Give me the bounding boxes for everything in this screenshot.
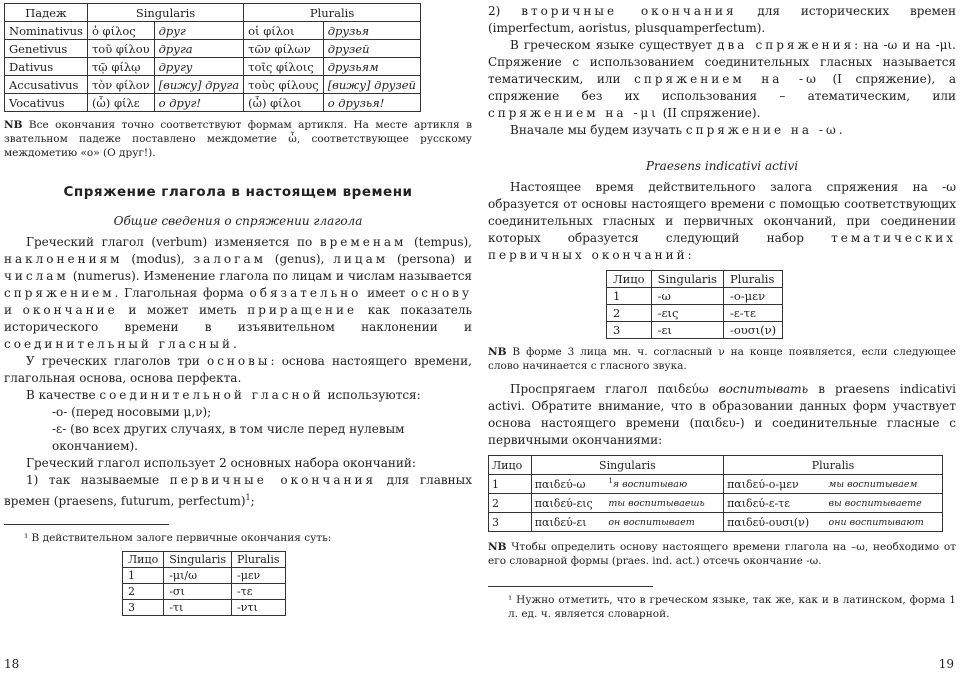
table-cell: 3 [123,600,164,616]
nb-note [4,118,472,160]
table-cell: 1 [489,475,532,494]
table-row [123,584,286,600]
table-header-row [5,4,421,22]
table-cell [605,475,723,494]
table-cell: 2 [607,305,652,322]
nb-text: Чтобы определить основу настоящего времени глагола на –ω, необходимо от его словарной формы (praes. ind. act.) отсечь окончание -ω. [488,541,956,567]
table-cell: -ουσι(ν) [723,322,782,339]
table-cell: -τι [164,600,232,616]
spaced-term: обязательно [249,286,362,300]
table-row [123,568,286,584]
paideuo-translation: воспитывать [708,382,809,396]
table-header-cell: Лицо [489,456,532,475]
spaced-term: временам [319,235,407,249]
text-segment: (modus), [122,252,194,266]
text-segment: для главных времен (praesens, futurum, perfectum) [4,473,472,508]
table-header-cell: Лицо [607,271,652,288]
table-cell: Nominativus [5,22,88,40]
table-cell: (ὦ) φίλε [87,94,154,112]
primary-endings-text [4,473,472,508]
table-header-cell: Pluralis [244,4,421,22]
table-cell: (ὦ) φίλοι [244,94,324,112]
table-cell: ὁ φίλος [87,22,154,40]
paragraph-endings: Греческий глагол использует 2 основных набора окончаний: [26,456,416,470]
table-header-row [489,456,943,475]
table-header-cell: Singularis [651,271,723,288]
nb-label: NB [488,541,507,553]
table-header-cell: Pluralis [724,456,943,475]
table-cell: 3 [489,513,532,532]
table-row [5,40,421,58]
paideuo-conjugation-table [488,455,943,532]
text-segment: Вначале мы будем изучать [510,123,686,137]
spaced-term: числам [4,269,69,283]
section-heading: Спряжение глагола в настоящем времени [63,184,413,200]
table-cell: они воспитывают [825,513,942,532]
text-segment: (I спряжение), а спряжение без их использования – атематическим, или [488,72,956,103]
table-row [489,494,943,513]
paragraph-paideuo [488,381,956,449]
table-row [5,94,421,112]
spaced-term: лицам [333,252,389,266]
primary-endings-end: ; [250,494,255,508]
paragraph-primary-endings [4,472,472,510]
text-segment: 1) так называемые [26,473,170,487]
right-page [480,0,960,673]
text-segment: В качестве [26,388,100,402]
table-header-cell: Падеж [5,4,88,22]
spaced-term: соединительный гласный [4,337,234,351]
translation: он воспитывает [608,517,695,529]
table-row [607,322,783,339]
text-segment: . Глагольная форма [114,286,250,300]
table-cell: -ντι [231,600,285,616]
table-cell [605,494,723,513]
table-header-row [607,271,783,288]
text-segment: (tempus), [406,235,472,249]
nb-text: В форме 3 лица мн. ч. согласный ν на конце появляется, если следующее слово начинается с гласного звука. [488,346,956,372]
thematic-endings-table [606,270,783,339]
text-segment: : [687,248,692,262]
list-item: -ο- (перед носовыми μ,ν); [52,405,212,419]
table-cell: о друг! [154,94,243,112]
table-cell: о друзья! [323,94,420,112]
page-number: 18 [4,657,20,671]
table-cell: -ω [651,288,723,305]
text-segment: и может иметь [117,303,248,317]
translation: ты воспитываешь [608,498,705,510]
table-cell: 1 [607,288,652,305]
spaced-term: окончание [22,303,118,317]
table-cell: -σι [164,584,232,600]
nb-label: NB [488,346,507,358]
table-cell: τῶν φίλων [244,40,324,58]
subsection-heading: Praesens indicativi activi [645,159,799,173]
spaced-term: спряжение на -ω [685,123,839,137]
table-cell: -ει [651,322,723,339]
table-cell: Dativus [5,58,88,76]
table-cell: τοὺς φίλους [244,76,324,94]
text-segment: (II спряжение). [658,106,761,120]
text-segment: и [4,303,23,317]
paragraph-secondary-endings [488,3,956,37]
footnote-ref: 1 [245,493,251,502]
spaced-term: спряжением на -μι [488,106,659,120]
nb-label: NB [4,119,23,131]
primary-endings-table [122,551,286,616]
table-cell: друга [154,40,243,58]
nb-note [488,345,956,373]
table-row [607,288,783,305]
nb-note [488,540,956,568]
table-cell: τοῦ φίλου [87,40,154,58]
text-segment: имеет [361,286,412,300]
table-cell: 2 [123,584,164,600]
table-row [123,600,286,616]
table-cell: -μι/ω [164,568,232,584]
table-cell: Accusativus [5,76,88,94]
text-segment: (persona) и [388,252,472,266]
text-segment: . [838,123,843,137]
subsection-heading: Общие сведения о спряжении глагола [113,214,363,228]
footnote-ref: 1 [608,477,613,486]
table-cell: -μεν [231,568,285,584]
table-cell [605,513,723,532]
spaced-term: основу [411,286,472,300]
spaced-term: наклонениям [4,252,123,266]
table-cell: 2 [489,494,532,513]
spaced-term: тематических первичных окончаний [488,231,956,262]
paragraph-verb-intro [4,234,472,353]
footnote-divider [488,586,653,587]
paideuo-greek: παιδεύω [657,382,709,396]
text-segment: как показатель исторического времени в изъявительном наклонении и [4,303,473,334]
table-cell: παιδεύ-ω [531,475,605,494]
table-cell: друг [154,22,243,40]
table-header-cell: Singularis [87,4,243,22]
paragraph-praesens-formation [488,179,956,264]
text-segment: Настоящее время действительного залога спряжения на -ω образуется от основы настоящего времени с помощью соответствующих соединительных гласных и первичных окончаний, при соединении которых образуется следующий набор [488,180,956,245]
translation: я воспитываю [612,479,688,491]
text-segment: : на -ω и на -μι. Спряжение с использованием соединительных гласных называется тематическим, или [488,38,956,86]
table-header-cell: Singularis [164,552,232,568]
text-segment: (genus), [265,252,334,266]
footnote: ¹ Нужно отметить, что в греческом языке, так же, как и в латинском, форма 1 л. ед. ч. является словарной. [508,594,956,620]
table-cell: мы воспитываем [825,475,942,494]
table-cell: τῷ φίλῳ [87,58,154,76]
table-cell: παιδεύ-ο-μεν [724,475,826,494]
text-segment: У греческих глаголов три [26,354,207,368]
table-row [607,305,783,322]
table-cell: τοῖς φίλοις [244,58,324,76]
paragraph-first-study [488,122,956,139]
table-row [489,475,943,494]
table-cell: τὸν φίλον [87,76,154,94]
table-header-cell: Pluralis [231,552,285,568]
table-cell: -ο-μεν [723,288,782,305]
table-cell: παιδεύ-ουσι(ν) [724,513,826,532]
table-cell: -τε [231,584,285,600]
table-cell: -εις [651,305,723,322]
footnote: ¹ В действительном залоге первичные окончания суть: [24,532,332,544]
page-number: 19 [938,657,954,671]
paragraph-stems [4,353,472,387]
table-row [5,76,421,94]
table-cell: 1 [123,568,164,584]
table-cell: παιδεύ-ε-τε [724,494,826,513]
table-cell: [вижу] друга [154,76,243,94]
text-segment: (numerus). Изменение глагола по лицам и числам называется [68,269,472,283]
case-table [4,3,421,112]
table-cell: -ε-τε [723,305,782,322]
spaced-term: залогам [193,252,266,266]
table-cell: [вижу] друзей [323,76,420,94]
table-cell: Genetivus [5,40,88,58]
text-segment: 2) [488,4,522,18]
table-cell: οἱ φίλοι [244,22,324,40]
spaced-term: приращение [247,303,358,317]
table-header-row [123,552,286,568]
table-cell: вы воспитываете [825,494,942,513]
paragraph-two-conjugations [488,37,956,122]
table-cell: Vocativus [5,94,88,112]
table-cell: друзей [323,40,420,58]
table-cell: друзья [323,22,420,40]
table-header-cell: Лицо [123,552,164,568]
paideuo-text-end: в praesens indicativi activi. Обратите внимание, что в образовании данных форм участвует основа настоящего времени (παιδευ-) и соединительные гласные с первичными окончаниями: [488,382,957,447]
text-segment: для исторических времен (imperfectum, aoristus, plusquamperfectum). [488,4,956,35]
paideuo-text: Проспрягаем глагол [510,382,658,396]
text-segment: Греческий глагол (verbum) изменяется по [26,235,320,249]
text-segment: . [233,337,237,351]
table-row [5,58,421,76]
table-cell: друзьям [323,58,420,76]
spaced-term: два спряжения [717,38,855,52]
spaced-term: спряжением на -ω [634,72,819,86]
table-row [489,513,943,532]
footnote-divider [4,524,169,525]
spaced-term: основы [206,354,271,368]
text-segment: В греческом языке существует [510,38,718,52]
table-cell: 3 [607,322,652,339]
spaced-term: первичные окончания [169,473,377,487]
text-segment: используются: [323,388,421,402]
text-segment: : основа настоящего времени, глагольная основа, основа перфекта. [4,354,472,385]
table-row [5,22,421,40]
list-item: -ε- (во всех других случаях, в том числе перед нулевым окончанием). [52,422,405,453]
table-cell: другу [154,58,243,76]
table-header-cell: Singularis [531,456,723,475]
paragraph-connecting-vowel [4,387,472,404]
spaced-term: спряжением [4,286,115,300]
spaced-term: соединительной гласной [99,388,324,402]
table-cell: παιδεύ-εις [531,494,605,513]
table-header-cell: Pluralis [723,271,782,288]
table-cell: παιδεύ-ει [531,513,605,532]
spaced-term: вторичные окончания [521,4,737,18]
nb-text: Все окончания точно соответствуют формам артикля. На месте артикля в звательном падеже поставлено междометие ὦ, соответствующее русскому междометию «о» (О друг!). [4,119,472,159]
